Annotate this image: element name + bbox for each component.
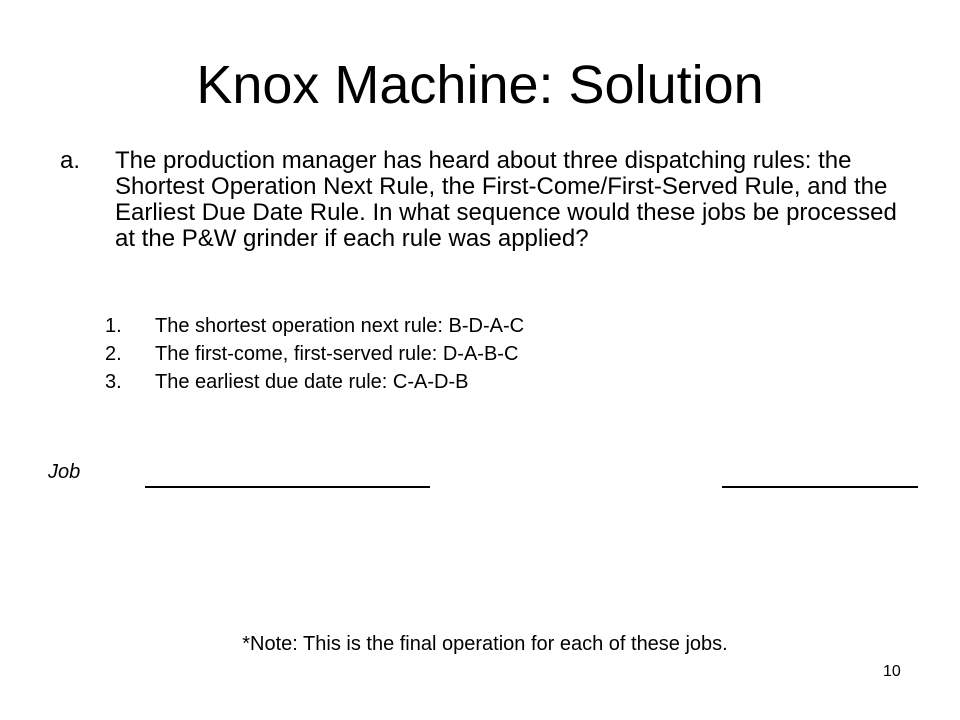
rule-text: The shortest operation next rule: B-D-A-C [155,315,525,337]
header-job: Job [48,461,81,483]
rule-number: 3. [105,371,122,393]
question-label: a. [60,147,81,174]
header-underline [722,486,918,488]
footnote: *Note: This is the final operation for each of these jobs. [242,633,728,655]
slide-title: Knox Machine: Solution [196,55,764,115]
question-text: The production manager has heard about three dispatching rules: the Shortest Operation Next Rule, the First-Come/First-Served Rule, and the Earliest Due Date Rule. In what sequence would these jobs be processed at the P&W grinder if each rule was applied? [115,147,897,252]
rule-number: 1. [105,315,122,337]
rule-text: The first-come, first-served rule: D-A-B-C [155,343,519,365]
rule-text: The earliest due date rule: C-A-D-B [155,371,469,393]
page-number: 10 [883,663,901,680]
header-underline [145,486,430,488]
rule-number: 2. [105,343,122,365]
